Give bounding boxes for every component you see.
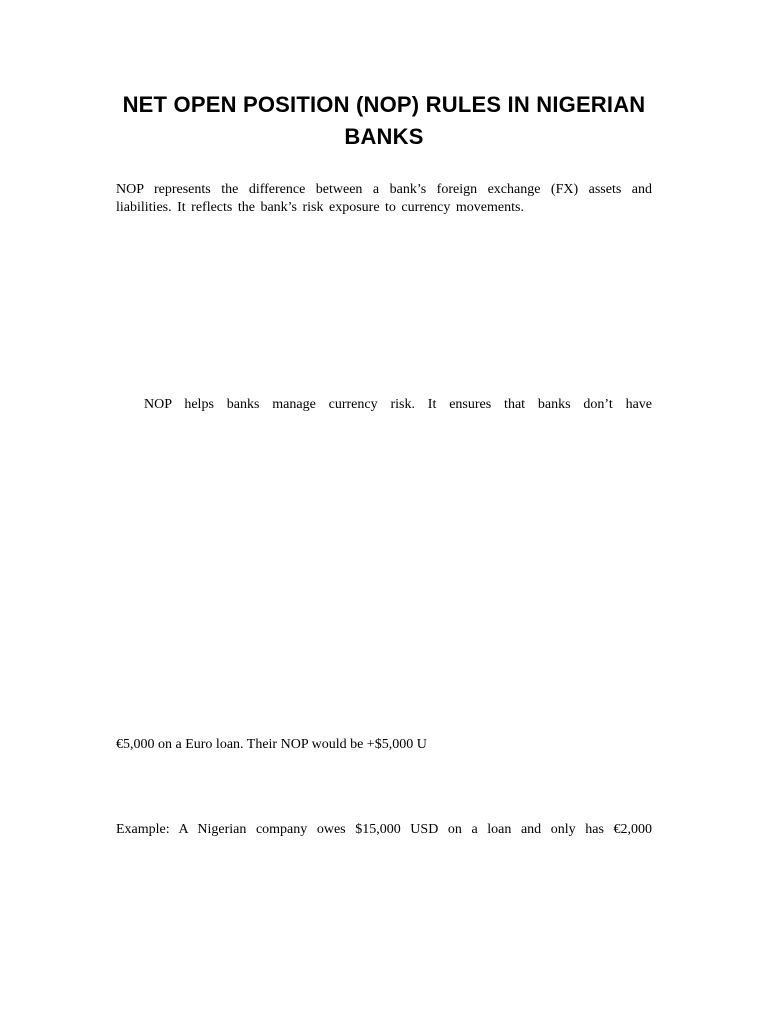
paragraph-nop-purpose: NOP helps banks manage currency risk. It ensures that banks don’t have — [144, 397, 652, 412]
paragraph-line: liabilities. It reflects the bank’s risk exposure to currency movements. — [116, 200, 524, 215]
paragraph-line: NOP represents the difference between a bank’s foreign exchange (FX) assets and — [116, 182, 652, 197]
paragraph-euro-loan-fragment: €5,000 on a Euro loan. Their NOP would be +$5,000 U — [116, 737, 427, 752]
document-title: NET OPEN POSITION (NOP) RULES IN NIGERIAN BANKS — [122, 92, 646, 149]
paragraph-nop-definition — [116, 181, 652, 217]
paragraph-example: Example: A Nigerian company owes $15,000 USD on a loan and only has €2,000 — [116, 822, 652, 837]
